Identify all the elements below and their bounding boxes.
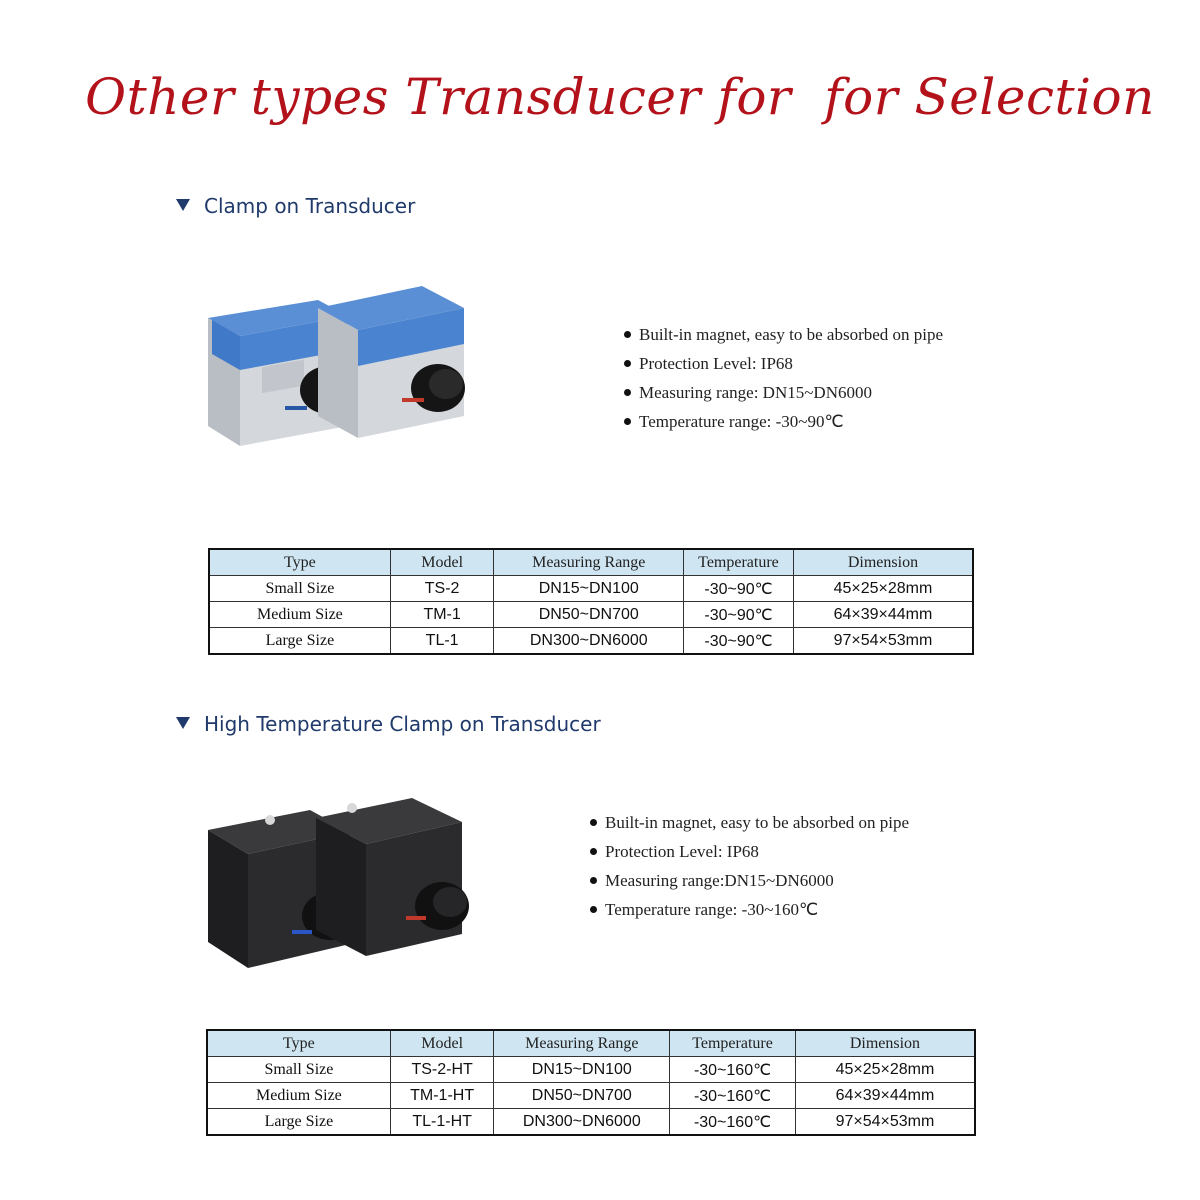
- clamp-on-feature-list: [624, 320, 943, 436]
- cell-dimension: 45×25×28mm: [795, 1057, 975, 1083]
- cell-dimension: 64×39×44mm: [795, 1083, 975, 1109]
- feature-item: Temperature range: -30~90℃: [624, 407, 943, 436]
- cell-temperature: -30~160℃: [670, 1109, 796, 1136]
- table-row: [209, 576, 973, 602]
- cell-model: TS-2: [390, 576, 494, 602]
- cell-range: DN50~DN700: [494, 602, 684, 628]
- cell-dimension: 64×39×44mm: [793, 602, 973, 628]
- cell-model: TS-2-HT: [390, 1057, 494, 1083]
- transducer-right: [318, 286, 465, 438]
- feature-item: Built-in magnet, easy to be absorbed on pipe: [624, 320, 943, 349]
- table-row: [207, 1057, 975, 1083]
- cell-dimension: 97×54×53mm: [793, 628, 973, 655]
- header-dimension: Dimension: [795, 1030, 975, 1057]
- header-temperature: Temperature: [670, 1030, 796, 1057]
- cell-model: TL-1-HT: [390, 1109, 494, 1136]
- triangle-down-icon: [176, 199, 190, 211]
- clamp-on-spec-table: [208, 548, 974, 655]
- cell-range: DN15~DN100: [494, 576, 684, 602]
- cell-range: DN300~DN6000: [494, 628, 684, 655]
- section-heading-text: High Temperature Clamp on Transducer: [204, 712, 601, 736]
- cell-type: Medium Size: [209, 602, 390, 628]
- table-row: [207, 1109, 975, 1136]
- cell-model: TM-1-HT: [390, 1083, 494, 1109]
- cell-type: Small Size: [207, 1057, 390, 1083]
- header-model: Model: [390, 549, 494, 576]
- triangle-down-icon: [176, 717, 190, 729]
- feature-item: Measuring range:DN15~DN6000: [590, 866, 909, 895]
- transducer-right: [316, 798, 469, 956]
- table-row: [207, 1083, 975, 1109]
- cell-temperature: -30~160℃: [670, 1057, 796, 1083]
- cell-dimension: 45×25×28mm: [793, 576, 973, 602]
- cell-range: DN50~DN700: [494, 1083, 670, 1109]
- table-header-row: [207, 1030, 975, 1057]
- high-temp-transducer-image: [200, 790, 480, 980]
- header-model: Model: [390, 1030, 494, 1057]
- cell-type: Large Size: [207, 1109, 390, 1136]
- table-row: [209, 602, 973, 628]
- feature-item: Built-in magnet, easy to be absorbed on pipe: [590, 808, 909, 837]
- page-title: Other types Transducer for for Selection: [85, 68, 1155, 126]
- feature-item: Protection Level: IP68: [624, 349, 943, 378]
- section-heading-clamp-on: [176, 194, 415, 218]
- header-dimension: Dimension: [793, 549, 973, 576]
- high-temp-spec-table: [206, 1029, 976, 1136]
- feature-item: Measuring range: DN15~DN6000: [624, 378, 943, 407]
- feature-item: Temperature range: -30~160℃: [590, 895, 909, 924]
- clamp-on-transducer-image: [200, 278, 480, 458]
- feature-item: Protection Level: IP68: [590, 837, 909, 866]
- section-heading-high-temp: [176, 712, 601, 736]
- cell-model: TM-1: [390, 602, 494, 628]
- cell-temperature: -30~90℃: [684, 576, 794, 602]
- cell-range: DN15~DN100: [494, 1057, 670, 1083]
- cell-model: TL-1: [390, 628, 494, 655]
- table-header-row: [209, 549, 973, 576]
- header-measuring-range: Measuring Range: [494, 549, 684, 576]
- cell-temperature: -30~90℃: [684, 602, 794, 628]
- high-temp-feature-list: [590, 808, 909, 924]
- section-heading-text: Clamp on Transducer: [204, 194, 416, 218]
- cell-type: Large Size: [209, 628, 390, 655]
- header-measuring-range: Measuring Range: [494, 1030, 670, 1057]
- cell-type: Small Size: [209, 576, 390, 602]
- cell-type: Medium Size: [207, 1083, 390, 1109]
- cell-temperature: -30~90℃: [684, 628, 794, 655]
- header-temperature: Temperature: [684, 549, 794, 576]
- table-row: [209, 628, 973, 655]
- header-type: Type: [207, 1030, 390, 1057]
- cell-temperature: -30~160℃: [670, 1083, 796, 1109]
- cell-dimension: 97×54×53mm: [795, 1109, 975, 1136]
- header-type: Type: [209, 549, 390, 576]
- cell-range: DN300~DN6000: [494, 1109, 670, 1136]
